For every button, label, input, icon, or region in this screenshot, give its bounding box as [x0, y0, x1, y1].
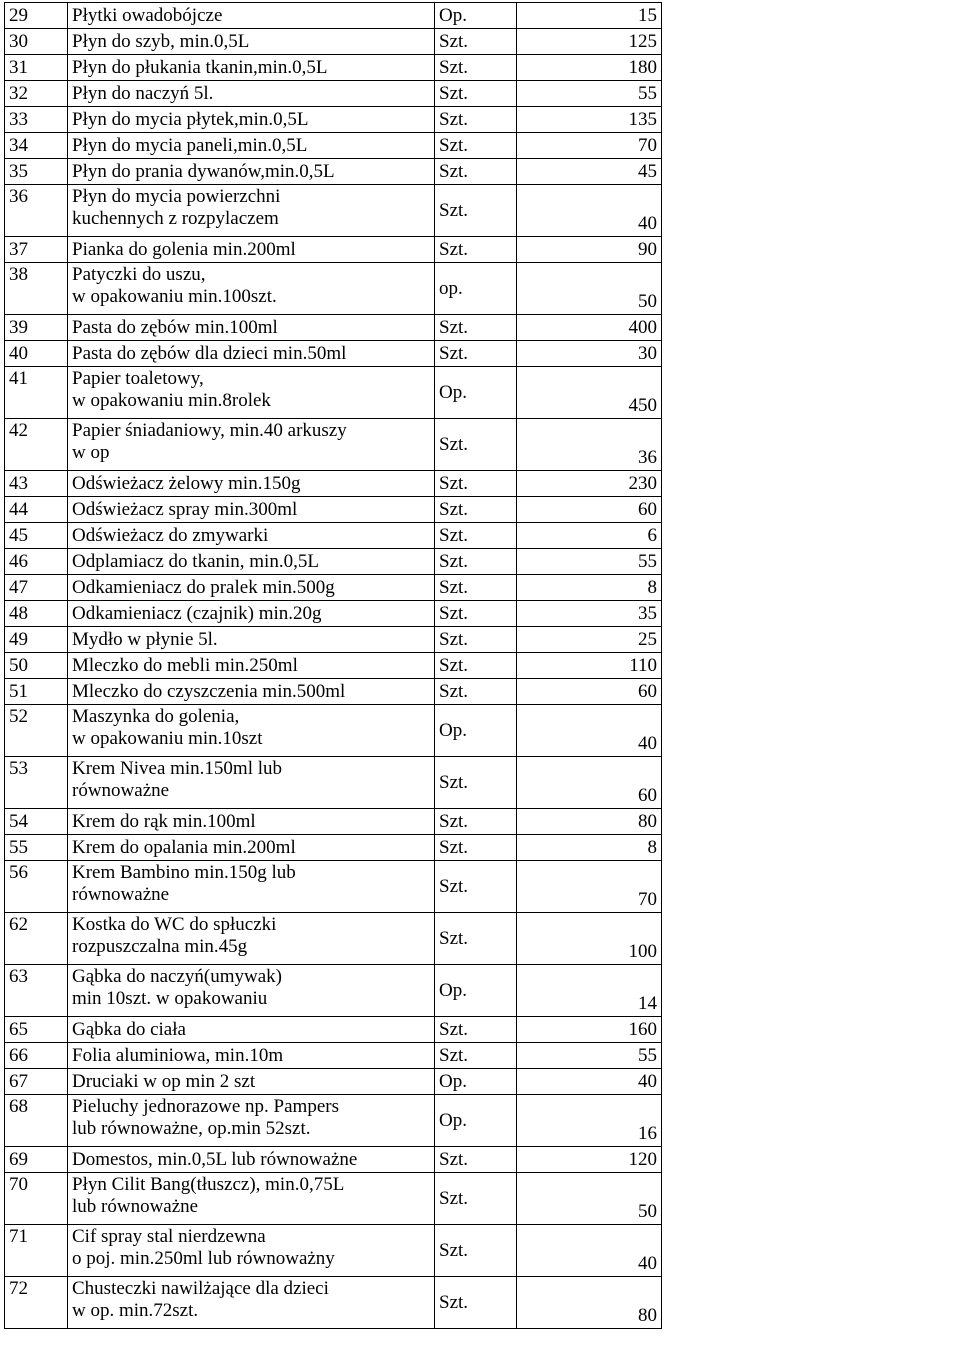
- item-name: [68, 705, 435, 757]
- item-number: 40: [5, 341, 68, 367]
- table-row: [5, 1095, 662, 1147]
- item-unit: Op.: [435, 1095, 517, 1147]
- item-name: [68, 1069, 435, 1095]
- item-number: 29: [5, 3, 68, 29]
- item-name-line: Papier toaletowy,: [72, 368, 204, 389]
- item-name-line: Pieluchy jednorazowe np. Pampers: [72, 1096, 339, 1117]
- item-name-line: Odświeżacz do zmywarki: [72, 524, 269, 546]
- item-unit: Szt.: [435, 81, 517, 107]
- item-name-line: Płytki owadobójcze: [72, 4, 223, 26]
- item-name-line: Druciaki w op min 2 szt: [72, 1070, 256, 1092]
- table-row: [5, 81, 662, 107]
- item-name: [68, 419, 435, 471]
- item-unit: Szt.: [435, 1173, 517, 1225]
- item-unit: Szt.: [435, 1225, 517, 1277]
- item-name: [68, 185, 435, 237]
- item-name-line: Papier śniadaniowy, min.40 arkuszy: [72, 420, 347, 441]
- item-name-line: Mleczko do czyszczenia min.500ml: [72, 680, 346, 702]
- item-quantity: 40: [517, 185, 662, 237]
- item-name: [68, 809, 435, 835]
- item-name-line: w opakowaniu min.8rolek: [72, 390, 271, 411]
- item-name: [68, 107, 435, 133]
- item-name-line: Pasta do zębów dla dzieci min.50ml: [72, 342, 347, 364]
- item-name-line: w opakowaniu min.10szt: [72, 728, 263, 749]
- item-number: 31: [5, 55, 68, 81]
- table-row: [5, 419, 662, 471]
- item-name-line: Odświeżacz spray min.300ml: [72, 498, 298, 520]
- item-number: 63: [5, 965, 68, 1017]
- item-name-line: Pasta do zębów min.100ml: [72, 316, 278, 338]
- item-number: 48: [5, 601, 68, 627]
- table-row: [5, 367, 662, 419]
- item-number: 45: [5, 523, 68, 549]
- item-unit: Szt.: [435, 913, 517, 965]
- item-name: [68, 1277, 435, 1329]
- item-unit: Szt.: [435, 653, 517, 679]
- item-quantity: 25: [517, 627, 662, 653]
- item-unit: Szt.: [435, 237, 517, 263]
- item-unit: Szt.: [435, 471, 517, 497]
- item-quantity: 30: [517, 341, 662, 367]
- item-name: [68, 653, 435, 679]
- item-name: [68, 471, 435, 497]
- item-name: [68, 497, 435, 523]
- table-row: [5, 575, 662, 601]
- item-quantity: 36: [517, 419, 662, 471]
- item-quantity: 40: [517, 1069, 662, 1095]
- item-name-line: Cif spray stal nierdzewna: [72, 1226, 266, 1247]
- item-unit: Szt.: [435, 185, 517, 237]
- item-number: 54: [5, 809, 68, 835]
- item-unit: Szt.: [435, 133, 517, 159]
- item-number: 52: [5, 705, 68, 757]
- item-number: 46: [5, 549, 68, 575]
- item-name: [68, 3, 435, 29]
- item-unit: Szt.: [435, 1017, 517, 1043]
- item-number: 69: [5, 1147, 68, 1173]
- item-number: 56: [5, 861, 68, 913]
- item-name-line: w op: [72, 442, 110, 463]
- item-number: 44: [5, 497, 68, 523]
- item-name-line: Maszynka do golenia,: [72, 706, 240, 727]
- table-row: [5, 1277, 662, 1329]
- item-number: 32: [5, 81, 68, 107]
- item-quantity: 55: [517, 81, 662, 107]
- item-name: [68, 263, 435, 315]
- item-quantity: 60: [517, 757, 662, 809]
- item-name-line: Odświeżacz żelowy min.150g: [72, 472, 301, 494]
- item-unit: Szt.: [435, 861, 517, 913]
- item-unit: Szt.: [435, 497, 517, 523]
- table-row: [5, 627, 662, 653]
- table-row: [5, 237, 662, 263]
- item-name-line: Płyn do płukania tkanin,min.0,5L: [72, 56, 328, 78]
- table-row: [5, 653, 662, 679]
- item-name-line: Mleczko do mebli min.250ml: [72, 654, 298, 676]
- item-quantity: 6: [517, 523, 662, 549]
- item-name-line: Płyn do mycia płytek,min.0,5L: [72, 108, 309, 130]
- item-number: 38: [5, 263, 68, 315]
- item-name: [68, 367, 435, 419]
- table-row: [5, 1043, 662, 1069]
- item-quantity: 8: [517, 835, 662, 861]
- item-number: 33: [5, 107, 68, 133]
- item-number: 30: [5, 29, 68, 55]
- table-row: [5, 913, 662, 965]
- item-unit: Szt.: [435, 29, 517, 55]
- item-name-line: równoważne: [72, 884, 170, 905]
- item-quantity: 230: [517, 471, 662, 497]
- table-row: [5, 3, 662, 29]
- item-quantity: 450: [517, 367, 662, 419]
- item-name-line: rozpuszczalna min.45g: [72, 936, 248, 957]
- table-row: [5, 679, 662, 705]
- item-number: 41: [5, 367, 68, 419]
- table-row: [5, 601, 662, 627]
- table-row: [5, 471, 662, 497]
- item-number: 39: [5, 315, 68, 341]
- item-name: [68, 627, 435, 653]
- item-unit: Szt.: [435, 549, 517, 575]
- item-name: [68, 159, 435, 185]
- item-name-line: równoważne: [72, 780, 170, 801]
- item-quantity: 80: [517, 1277, 662, 1329]
- item-number: 62: [5, 913, 68, 965]
- item-unit: Szt.: [435, 419, 517, 471]
- item-name: [68, 575, 435, 601]
- item-name-line: Krem Nivea min.150ml lub: [72, 758, 283, 779]
- table-row: [5, 55, 662, 81]
- item-number: 68: [5, 1095, 68, 1147]
- item-name-line: lub równoważne: [72, 1196, 199, 1217]
- item-unit: Szt.: [435, 835, 517, 861]
- item-name-line: Chusteczki nawilżające dla dzieci: [72, 1278, 329, 1299]
- item-unit: op.: [435, 263, 517, 315]
- item-quantity: 110: [517, 653, 662, 679]
- item-number: 49: [5, 627, 68, 653]
- item-quantity: 14: [517, 965, 662, 1017]
- item-unit: Szt.: [435, 315, 517, 341]
- item-name-line: w opakowaniu min.100szt.: [72, 286, 277, 307]
- item-name-line: Płyn do szyb, min.0,5L: [72, 30, 250, 52]
- item-name: [68, 81, 435, 107]
- item-name: [68, 1225, 435, 1277]
- item-quantity: 55: [517, 549, 662, 575]
- item-quantity: 160: [517, 1017, 662, 1043]
- table-row: [5, 497, 662, 523]
- item-number: 47: [5, 575, 68, 601]
- item-name-line: Płyn do prania dywanów,min.0,5L: [72, 160, 335, 182]
- item-name-line: Gąbka do ciała: [72, 1018, 186, 1040]
- item-name: [68, 1043, 435, 1069]
- item-quantity: 40: [517, 705, 662, 757]
- item-unit: Szt.: [435, 523, 517, 549]
- item-quantity: 16: [517, 1095, 662, 1147]
- item-name-line: Płyn do naczyń 5l.: [72, 82, 214, 104]
- table-row: [5, 523, 662, 549]
- item-quantity: 125: [517, 29, 662, 55]
- item-name: [68, 757, 435, 809]
- item-name-line: Płyn Cilit Bang(tłuszcz), min.0,75L: [72, 1174, 345, 1195]
- item-number: 43: [5, 471, 68, 497]
- item-name-line: Krem do opalania min.200ml: [72, 836, 296, 858]
- table-row: [5, 965, 662, 1017]
- item-quantity: 100: [517, 913, 662, 965]
- table-row: [5, 107, 662, 133]
- item-name-line: Odkamieniacz (czajnik) min.20g: [72, 602, 322, 624]
- item-name: [68, 523, 435, 549]
- item-name-line: Mydło w płynie 5l.: [72, 628, 218, 650]
- item-name: [68, 315, 435, 341]
- item-number: 55: [5, 835, 68, 861]
- item-number: 42: [5, 419, 68, 471]
- item-unit: Op.: [435, 367, 517, 419]
- item-unit: Szt.: [435, 575, 517, 601]
- item-number: 34: [5, 133, 68, 159]
- table-row: [5, 757, 662, 809]
- item-unit: Szt.: [435, 159, 517, 185]
- item-unit: Szt.: [435, 601, 517, 627]
- table-row: [5, 861, 662, 913]
- item-name: [68, 341, 435, 367]
- item-number: 36: [5, 185, 68, 237]
- item-name-line: Gąbka do naczyń(umywak): [72, 966, 282, 987]
- item-number: 37: [5, 237, 68, 263]
- item-name-line: Krem Bambino min.150g lub: [72, 862, 296, 883]
- item-name-line: Odkamieniacz do pralek min.500g: [72, 576, 335, 598]
- item-number: 65: [5, 1017, 68, 1043]
- item-quantity: 400: [517, 315, 662, 341]
- table-row: [5, 341, 662, 367]
- item-quantity: 35: [517, 601, 662, 627]
- item-quantity: 50: [517, 263, 662, 315]
- item-name: [68, 861, 435, 913]
- table-row: [5, 315, 662, 341]
- item-number: 51: [5, 679, 68, 705]
- item-unit: Szt.: [435, 809, 517, 835]
- item-name-line: Krem do rąk min.100ml: [72, 810, 256, 832]
- item-unit: Szt.: [435, 341, 517, 367]
- item-name-line: o poj. min.250ml lub równoważny: [72, 1248, 335, 1269]
- item-number: 66: [5, 1043, 68, 1069]
- item-name-line: Domestos, min.0,5L lub równoważne: [72, 1148, 358, 1170]
- item-name-line: kuchennych z rozpylaczem: [72, 208, 279, 229]
- item-unit: Szt.: [435, 627, 517, 653]
- item-name: [68, 1017, 435, 1043]
- table-row: [5, 185, 662, 237]
- item-number: 70: [5, 1173, 68, 1225]
- item-name-line: Pianka do golenia min.200ml: [72, 238, 296, 260]
- item-unit: Op.: [435, 1069, 517, 1095]
- item-name-line: Kostka do WC do spłuczki: [72, 914, 277, 935]
- items-table: [4, 2, 662, 1329]
- item-number: 71: [5, 1225, 68, 1277]
- item-unit: Op.: [435, 965, 517, 1017]
- item-number: 72: [5, 1277, 68, 1329]
- item-name: [68, 55, 435, 81]
- item-name-line: Płyn do mycia paneli,min.0,5L: [72, 134, 308, 156]
- table-row: [5, 159, 662, 185]
- item-quantity: 8: [517, 575, 662, 601]
- item-quantity: 15: [517, 3, 662, 29]
- item-quantity: 70: [517, 133, 662, 159]
- table-row: [5, 1173, 662, 1225]
- item-number: 67: [5, 1069, 68, 1095]
- item-name: [68, 1147, 435, 1173]
- table-row: [5, 835, 662, 861]
- table-row: [5, 1017, 662, 1043]
- item-quantity: 55: [517, 1043, 662, 1069]
- table-row: [5, 549, 662, 575]
- item-name-line: Płyn do mycia powierzchni: [72, 186, 281, 207]
- item-unit: Op.: [435, 705, 517, 757]
- item-quantity: 90: [517, 237, 662, 263]
- item-quantity: 135: [517, 107, 662, 133]
- table-row: [5, 263, 662, 315]
- item-unit: Szt.: [435, 757, 517, 809]
- item-name: [68, 601, 435, 627]
- item-number: 53: [5, 757, 68, 809]
- item-number: 35: [5, 159, 68, 185]
- item-unit: Szt.: [435, 1277, 517, 1329]
- item-name: [68, 913, 435, 965]
- item-name-line: lub równoważne, op.min 52szt.: [72, 1118, 311, 1139]
- item-name: [68, 29, 435, 55]
- item-name: [68, 1173, 435, 1225]
- table-row: [5, 133, 662, 159]
- table-row: [5, 29, 662, 55]
- item-name: [68, 965, 435, 1017]
- item-name-line: min 10szt. w opakowaniu: [72, 988, 268, 1009]
- item-quantity: 70: [517, 861, 662, 913]
- item-unit: Szt.: [435, 1147, 517, 1173]
- item-quantity: 40: [517, 1225, 662, 1277]
- item-quantity: 60: [517, 497, 662, 523]
- item-quantity: 50: [517, 1173, 662, 1225]
- item-unit: Szt.: [435, 679, 517, 705]
- item-quantity: 45: [517, 159, 662, 185]
- table-row: [5, 1147, 662, 1173]
- item-name-line: Folia aluminiowa, min.10m: [72, 1044, 284, 1066]
- item-name-line: Odplamiacz do tkanin, min.0,5L: [72, 550, 319, 572]
- table-row: [5, 809, 662, 835]
- item-unit: Szt.: [435, 1043, 517, 1069]
- table-row: [5, 705, 662, 757]
- item-name: [68, 679, 435, 705]
- item-quantity: 80: [517, 809, 662, 835]
- item-name: [68, 835, 435, 861]
- item-number: 50: [5, 653, 68, 679]
- item-name: [68, 549, 435, 575]
- item-name-line: w op. min.72szt.: [72, 1300, 199, 1321]
- item-name: [68, 237, 435, 263]
- item-name-line: Patyczki do uszu,: [72, 264, 206, 285]
- item-unit: Szt.: [435, 55, 517, 81]
- item-name: [68, 133, 435, 159]
- table-row: [5, 1225, 662, 1277]
- item-unit: Op.: [435, 3, 517, 29]
- item-unit: Szt.: [435, 107, 517, 133]
- table-body: [5, 3, 662, 1329]
- item-quantity: 60: [517, 679, 662, 705]
- table-row: [5, 1069, 662, 1095]
- item-quantity: 120: [517, 1147, 662, 1173]
- item-quantity: 180: [517, 55, 662, 81]
- item-name: [68, 1095, 435, 1147]
